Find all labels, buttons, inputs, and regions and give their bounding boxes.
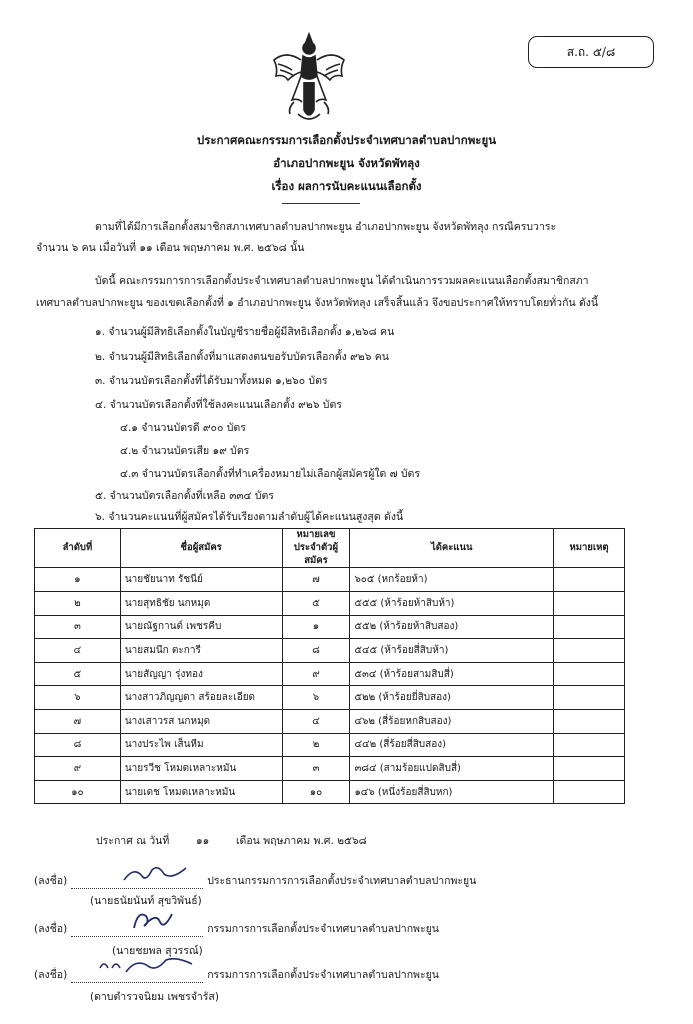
table-row (35, 568, 625, 592)
item-1: ๑. จำนวนผู้มีสิทธิเลือกตั้งในบัญชีรายชื่อผู้มีสิทธิเลือกตั้ง ๑,๒๖๘ คน (95, 326, 395, 338)
cell-name: นางประไพ เส็นหีม (120, 733, 282, 757)
item-4: ๔. จำนวนบัตรเลือกตั้งที่ใช้ลงคะแนนเลือกตั้ง ๙๒๖ บัตร (95, 399, 342, 411)
cell-remark (554, 592, 625, 616)
cell-number: ๓ (282, 757, 350, 781)
cell-votes: ๕๕๕ (ห้าร้อยห้าสิบห้า) (350, 592, 554, 616)
cell-rank: ๒ (35, 592, 121, 616)
intro-p2-line2: เทศบาลตำบลปากพะยูน ของเขตเลือกตั้งที่ ๑ อำเภอปากพะยูน จังหวัดพัทลุง เสร็จสิ้นแล้ว จึงขอประกาศให้ทราบโดยทั่วกัน ดังนี้ (36, 297, 599, 309)
cell-name: นายณัฐกานต์ เพชรคีบ (120, 615, 282, 639)
cell-number: ๗ (282, 568, 350, 592)
header-remark: หมายเหตุ (554, 529, 625, 568)
cell-votes: ๓๘๔ (สามร้อยแปดสิบสี่) (350, 757, 554, 781)
sign-label: (ลงชื่อ) (34, 923, 68, 935)
cell-number: ๑๐ (282, 780, 350, 804)
handwritten-signature-2 (128, 906, 178, 934)
cell-number: ๔ (282, 710, 350, 734)
cell-rank: ๙ (35, 757, 121, 781)
form-code-text: ส.ถ. ๕/๘ (566, 44, 616, 59)
table-row (35, 662, 625, 686)
header-rank: ลำดับที่ (35, 529, 121, 568)
item-2: ๒. จำนวนผู้มีสิทธิเลือกตั้งที่มาแสดงตนขอรับบัตรเลือกตั้ง ๙๒๖ คน (95, 351, 389, 363)
signer-role: กรรมการการเลือกตั้งประจำเทศบาลตำบลปากพะยูน (207, 969, 439, 981)
cell-votes: ๔๔๒ (สี่ร้อยสี่สิบสอง) (350, 733, 554, 757)
cell-rank: ๖ (35, 686, 121, 710)
cell-votes: ๖๐๕ (หกร้อยห้า) (350, 568, 554, 592)
item-4-1: ๔.๑ จำนวนบัตรดี ๙๐๐ บัตร (120, 422, 246, 434)
signer-name-1: (นายธนัยนันท์ สุขวิพันธ์) (90, 895, 202, 907)
cell-remark (554, 710, 625, 734)
cell-name: นายสมนึก ตะการี (120, 639, 282, 663)
signer-role: กรรมการการเลือกตั้งประจำเทศบาลตำบลปากพะยูน (207, 923, 439, 935)
cell-votes: ๕๕๒ (ห้าร้อยห้าสิบสอง) (350, 615, 554, 639)
cell-name: นางสาวภิญญดา สร้อยละเอียด (120, 686, 282, 710)
cell-number: ๒ (282, 733, 350, 757)
table-row (35, 733, 625, 757)
table-header-row (35, 529, 625, 568)
cell-votes: ๕๒๒ (ห้าร้อยยี่สิบสอง) (350, 686, 554, 710)
announce-date-line (96, 832, 367, 849)
handwritten-signature-3 (96, 954, 196, 980)
cell-votes: ๕๓๔ (ห้าร้อยสามสิบสี่) (350, 662, 554, 686)
announce-month-label: เดือน (235, 835, 260, 847)
header-number-line2: ประจำตัวผู้สมัคร (293, 541, 339, 566)
table-row (35, 757, 625, 781)
cell-number: ๑ (282, 615, 350, 639)
cell-remark (554, 686, 625, 710)
table-row (35, 639, 625, 663)
announce-year: ๒๕๖๘ (337, 835, 367, 847)
signer-name-3: (ดาบตำรวจนิยม เพชรจำรัส) (90, 991, 219, 1003)
header-line-1: ประกาศคณะกรรมการเลือกตั้งประจำเทศบาลตำบลปากพะยูน (196, 133, 497, 147)
signer-name-2: (นายชยพล สุวรรณ์) (112, 945, 203, 957)
header-number (282, 529, 350, 568)
announce-month: พฤษภาคม (263, 835, 311, 847)
cell-number: ๙ (282, 662, 350, 686)
sign-label: (ลงชื่อ) (34, 875, 68, 887)
intro-p1-line1: ตามที่ได้มีการเลือกตั้งสมาชิกสภาเทศบาลตำบลปากพะยูน อำเภอปากพะยูน จังหวัดพัทลุง กรณีครบวาระ (95, 221, 557, 233)
cell-remark (554, 639, 625, 663)
table-row (35, 710, 625, 734)
cell-rank: ๘ (35, 733, 121, 757)
cell-number: ๕ (282, 592, 350, 616)
table-row (35, 686, 625, 710)
handwritten-signature-1 (120, 862, 190, 886)
item-4-3: ๔.๓ จำนวนบัตรเลือกตั้งที่ทำเครื่องหมายไม่เลือกผู้สมัครผู้ใด ๗ บัตร (120, 468, 420, 480)
cell-votes: ๔๖๒ (สี่ร้อยหกสิบสอง) (350, 710, 554, 734)
header-votes: ได้คะแนน (350, 529, 554, 568)
table-row (35, 592, 625, 616)
item-5: ๕. จำนวนบัตรเลือกตั้งที่เหลือ ๓๓๔ บัตร (95, 490, 274, 502)
results-table (34, 528, 625, 804)
announce-day: ๑๑ (195, 835, 210, 847)
cell-remark (554, 757, 625, 781)
item-6: ๖. จำนวนคะแนนที่ผู้สมัครได้รับเรียงตามลำดับผู้ได้คะแนนสูงสุด ดังนี้ (95, 511, 404, 523)
announce-prefix: ประกาศ ณ วันที่ (96, 835, 170, 847)
intro-p1-line2: จำนวน ๖ คน เมื่อวันที่ ๑๑ เดือน พฤษภาคม พ.ศ. ๒๕๖๘ นั้น (36, 242, 305, 254)
signature-block-2 (34, 920, 439, 937)
cell-number: ๖ (282, 686, 350, 710)
cell-name: นายสัญญา รุ่งทอง (120, 662, 282, 686)
cell-remark (554, 780, 625, 804)
cell-votes: ๑๔๖ (หนึ่งร้อยสี่สิบหก) (350, 780, 554, 804)
header-number-line1: หมายเลข (296, 529, 336, 540)
cell-remark (554, 662, 625, 686)
header-divider (282, 203, 360, 204)
table-row (35, 615, 625, 639)
sign-label: (ลงชื่อ) (34, 969, 68, 981)
form-code-badge (528, 36, 654, 68)
cell-name: นายชัยนาท รัชนีย์ (120, 568, 282, 592)
signature-block-3 (34, 966, 439, 983)
cell-name: นายสุทธิชัย นกหมุด (120, 592, 282, 616)
cell-rank: ๓ (35, 615, 121, 639)
cell-name: นายรวีช โหมดเหลาะหมัน (120, 757, 282, 781)
cell-rank: ๑ (35, 568, 121, 592)
signature-block-1 (34, 872, 476, 889)
item-4-2: ๔.๒ จำนวนบัตรเสีย ๑๙ บัตร (120, 445, 250, 457)
announce-year-label: พ.ศ. (313, 835, 334, 847)
cell-votes: ๕๔๕ (ห้าร้อยสี่สิบห้า) (350, 639, 554, 663)
cell-rank: ๕ (35, 662, 121, 686)
garuda-emblem (268, 30, 350, 125)
intro-p2-line1: บัดนี้ คณะกรรมการการเลือกตั้งประจำเทศบาลตำบลปากพะยูน ได้ดำเนินการรวมผลคะแนนเลือกตั้งสมาชิกสภา (95, 275, 589, 287)
cell-rank: ๑๐ (35, 780, 121, 804)
cell-name: นางเสาวรส นกหมุด (120, 710, 282, 734)
cell-name: นายเดช โหมดเหลาะหมัน (120, 780, 282, 804)
cell-remark (554, 568, 625, 592)
header-line-3: เรื่อง ผลการนับคะแนนเลือกตั้ง (271, 179, 422, 193)
signer-role: ประธานกรรมการการเลือกตั้งประจำเทศบาลตำบลปากพะยูน (207, 875, 477, 887)
table-row (35, 780, 625, 804)
cell-number: ๘ (282, 639, 350, 663)
cell-rank: ๔ (35, 639, 121, 663)
cell-rank: ๗ (35, 710, 121, 734)
cell-remark (554, 615, 625, 639)
item-3: ๓. จำนวนบัตรเลือกตั้งที่ได้รับมาทั้งหมด ๑,๒๖๐ บัตร (95, 375, 328, 387)
cell-remark (554, 733, 625, 757)
header-line-2: อำเภอปากพะยูน จังหวัดพัทลุง (273, 156, 420, 170)
header-name: ชื่อผู้สมัคร (120, 529, 282, 568)
